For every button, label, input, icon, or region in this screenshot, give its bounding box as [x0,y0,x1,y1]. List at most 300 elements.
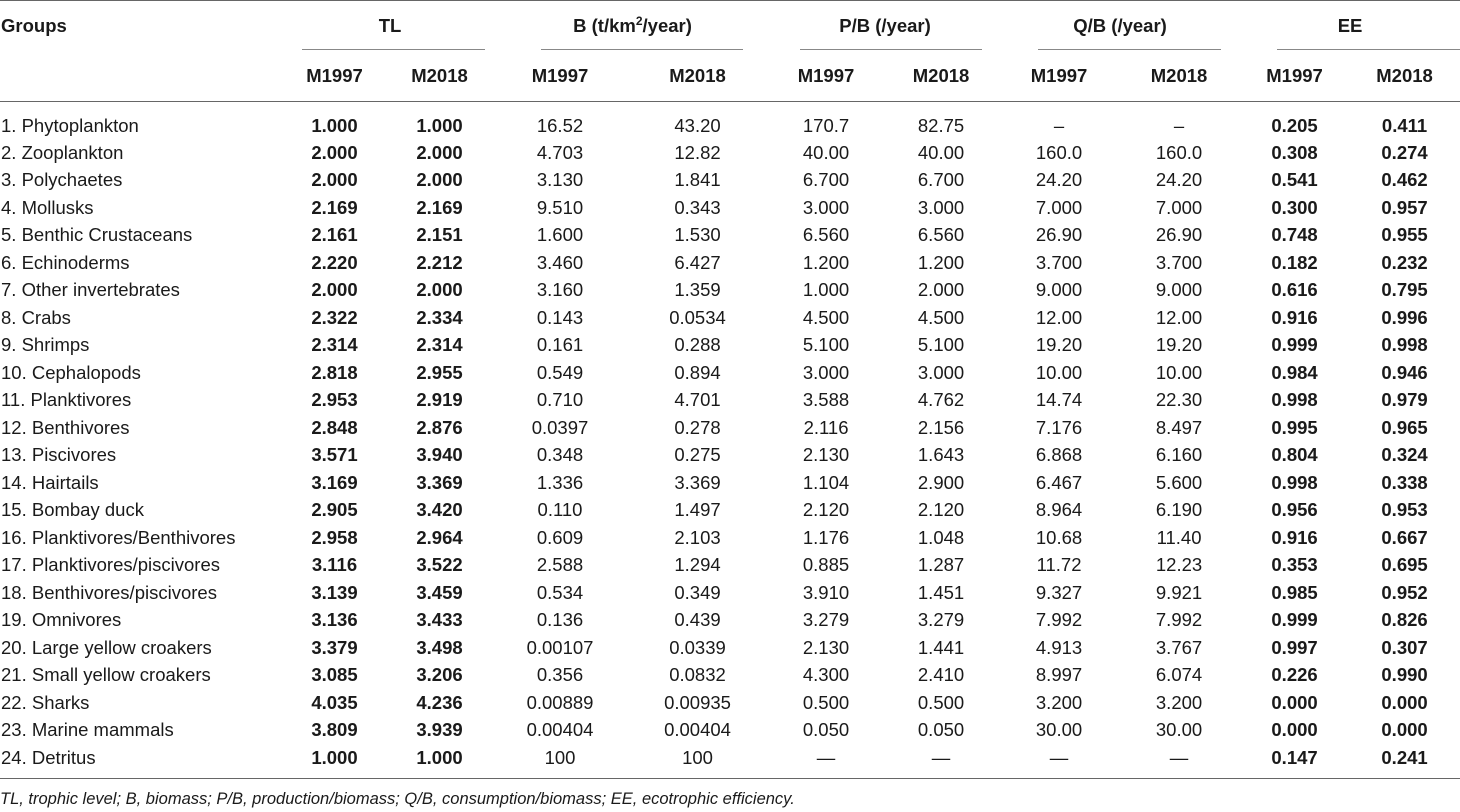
pb-m2018-cell: 3.000 [917,361,965,383]
b-m2018-cell: 6.427 [674,251,721,273]
pb-group-rule [800,49,982,50]
pb-m2018-cell: 1.441 [917,636,965,658]
pb-m2018-cell: 1.287 [917,554,965,576]
ee-m2018-cell: 0.462 [1381,169,1428,191]
pb-header: P/B (/year) [839,15,931,36]
table-row [0,579,1460,607]
group-name-cell: 10. Cephalopods [1,361,141,383]
pb-m1997-header: M1997 [770,51,882,102]
ee-m2018-cell: 0.979 [1381,389,1428,411]
ee-m2018-cell: 0.998 [1381,334,1428,356]
pb-m2018-cell: 4.762 [917,389,965,411]
pb-m2018-header: M2018 [882,51,1000,102]
qb-m2018-cell: 12.23 [1155,554,1203,576]
pb-m1997-cell: 3.279 [802,609,850,631]
qb-m1997-cell: 3.200 [1035,691,1083,713]
ee-m2018-cell: 0.953 [1381,499,1428,521]
table-row [0,139,1460,167]
pb-m2018-cell: 5.100 [917,334,965,356]
qb-m2018-cell: — [1118,744,1240,778]
b-m2018-cell: 1.359 [674,279,721,301]
qb-m2018-cell: 6.160 [1155,444,1203,466]
table-row [0,634,1460,662]
tl-m2018-cell: 2.000 [416,169,463,191]
tl-m1997-cell: 3.139 [311,581,358,603]
table-row [0,167,1460,195]
b-group-rule [541,49,743,50]
ee-m1997-cell: 0.541 [1271,169,1318,191]
pb-m2018-cell: 6.700 [917,169,965,191]
b-m1997-cell: 0.549 [536,361,584,383]
b-m1997-cell: 3.460 [536,251,584,273]
pb-m2018-cell: 6.560 [917,224,965,246]
group-name-cell: 16. Planktivores/Benthivores [1,526,236,548]
b-m1997-header: M1997 [495,51,625,102]
b-m2018-cell: 0.0832 [669,664,726,686]
b-m2018-cell: 0.349 [674,581,721,603]
ee-m2018-cell: 0.990 [1381,664,1428,686]
ee-m1997-cell: 0.748 [1271,224,1318,246]
b-m1997-cell: 0.356 [536,664,584,686]
pb-m2018-cell: 2.156 [917,416,965,438]
qb-m2018-header: M2018 [1118,51,1240,102]
tl-m1997-header: M1997 [285,51,384,102]
tl-m1997-cell: 2.000 [311,279,358,301]
ee-m1997-cell: 0.916 [1271,306,1318,328]
tl-m1997-cell: 2.000 [311,141,358,163]
qb-m2018-cell: 30.00 [1155,719,1203,741]
qb-m2018-cell: 3.767 [1155,636,1203,658]
ee-m1997-cell: 0.616 [1271,279,1318,301]
ee-m2018-cell: 0.957 [1381,196,1428,218]
pb-m2018-cell: 82.75 [917,114,965,136]
qb-m1997-cell: 6.467 [1035,471,1083,493]
qb-m2018-cell: 10.00 [1155,361,1203,383]
b-m2018-cell: 1.497 [674,499,721,521]
ee-m2018-cell: 0.274 [1381,141,1428,163]
ee-m2018-cell: 0.795 [1381,279,1428,301]
group-name-cell: 2. Zooplankton [1,141,124,163]
table-row [0,102,1460,140]
ee-m2018-cell: 0.241 [1349,744,1460,778]
groups-header: Groups [1,15,67,36]
pb-m1997-cell: 3.000 [802,361,850,383]
tl-m1997-cell: 3.116 [311,554,358,576]
pb-m1997-cell: 5.100 [802,334,850,356]
ee-m1997-cell: 0.226 [1271,664,1318,686]
table-row [0,222,1460,250]
ee-m2018-cell: 0.826 [1381,609,1428,631]
pb-m2018-cell: 40.00 [917,141,965,163]
qb-m1997-cell: 8.997 [1035,664,1083,686]
tl-m2018-cell: 2.212 [416,251,463,273]
pb-m2018-cell: 1.451 [917,581,965,603]
group-name-cell: 20. Large yellow croakers [1,636,212,658]
ee-m1997-cell: 0.300 [1271,196,1318,218]
pb-m1997-cell: 0.050 [802,719,850,741]
table-row [0,414,1460,442]
b-m1997-cell: 0.534 [536,581,584,603]
table-row [0,442,1460,470]
qb-m1997-cell: 12.00 [1035,306,1083,328]
tl-m1997-cell: 2.958 [311,526,358,548]
group-name-cell: 17. Planktivores/piscivores [1,554,221,576]
table-row [0,249,1460,277]
group-name-cell: 8. Crabs [1,306,71,328]
qb-m2018-cell: 5.600 [1155,471,1203,493]
tl-m2018-cell: 1.000 [384,744,495,778]
qb-m1997-cell: 9.000 [1035,279,1083,301]
ee-m2018-cell: 0.324 [1381,444,1428,466]
table-body [0,102,1460,779]
b-m1997-cell: 0.710 [536,389,584,411]
tl-m1997-cell: 1.000 [285,744,384,778]
tl-m2018-cell: 2.151 [416,224,463,246]
group-name-cell: 15. Bombay duck [1,499,144,521]
pb-m1997-cell: 40.00 [802,141,850,163]
ee-header: EE [1337,15,1363,36]
b-m2018-cell: 12.82 [674,141,721,163]
qb-m2018-cell: 11.40 [1156,526,1202,548]
qb-m1997-cell: 3.700 [1035,251,1083,273]
tl-m2018-cell: 3.369 [416,471,463,493]
pb-m2018-cell: 3.000 [917,196,965,218]
b-m1997-cell: 2.588 [536,554,584,576]
tl-m2018-cell: 3.420 [416,499,463,521]
b-m2018-cell: 0.894 [674,361,721,383]
ee-m2018-cell: 0.307 [1381,636,1428,658]
pb-m1997-cell: 2.116 [803,416,849,438]
tl-m1997-cell: 3.571 [311,444,358,466]
tl-m1997-cell: 2.953 [311,389,358,411]
pb-m1997-cell: 0.500 [802,691,850,713]
pb-m2018-cell: 4.500 [917,306,965,328]
qb-m1997-cell: 6.868 [1035,444,1083,466]
group-name-cell: 19. Omnivores [1,609,122,631]
group-name-cell: 23. Marine mammals [1,719,174,741]
tl-m2018-cell: 2.000 [416,279,463,301]
ee-m1997-cell: 0.308 [1271,141,1318,163]
tl-m2018-cell: 2.964 [416,526,463,548]
ee-m2018-cell: 0.946 [1381,361,1428,383]
table-row [0,359,1460,387]
pb-m2018-cell: 1.048 [917,526,965,548]
group-name-cell: 1. Phytoplankton [1,114,139,136]
pb-m1997-cell: 1.104 [802,471,850,493]
b-header: B $(t/km^2/year)$ [573,14,692,37]
b-m2018-cell: 100 [625,744,770,778]
group-name-cell: 14. Hairtails [1,471,99,493]
group-name-cell: 12. Benthivores [1,416,130,438]
header-row-models [0,51,1460,102]
ee-m1997-cell: 0.999 [1271,609,1318,631]
b-m1997-cell: 0.143 [536,306,584,328]
table-row [0,469,1460,497]
pb-m1997-cell: 170.7 [802,114,850,136]
tl-m2018-cell: 2.169 [416,196,463,218]
tl-m2018-cell: 3.522 [416,554,463,576]
ee-m1997-cell: 0.000 [1271,719,1318,741]
qb-m1997-cell: 14.74 [1035,389,1083,411]
group-name-cell: 5. Benthic Crustaceans [1,224,193,246]
qb-m1997-cell: 7.000 [1035,196,1083,218]
qb-m2018-cell: 9.000 [1155,279,1203,301]
ee-m2018-header: M2018 [1349,51,1460,102]
b-m1997-cell: 0.0397 [531,416,589,438]
ee-m1997-cell: 0.804 [1271,444,1318,466]
ee-m1997-cell: 0.997 [1271,636,1318,658]
table-row [0,277,1460,305]
pb-m2018-cell: 1.643 [917,444,965,466]
qb-m2018-cell: 6.190 [1155,499,1203,521]
table-row [0,497,1460,525]
qb-m1997-cell: 7.176 [1035,416,1083,438]
tl-m2018-header: M2018 [384,51,495,102]
pb-m1997-cell: 1.176 [802,526,850,548]
pb-m1997-cell: 3.588 [802,389,850,411]
b-m2018-cell: 2.103 [674,526,721,548]
b-m1997-cell: 0.00889 [526,691,594,713]
qb-m2018-cell: 19.20 [1155,334,1203,356]
ee-m1997-cell: 0.998 [1271,471,1318,493]
ee-m1997-cell: 0.000 [1271,691,1318,713]
qb-m2018-cell: 7.992 [1155,609,1203,631]
b-m1997-cell: 1.600 [536,224,584,246]
pb-m2018-cell: — [882,744,1000,778]
b-m2018-cell: 4.701 [674,389,721,411]
tl-m1997-cell: 2.848 [311,416,358,438]
b-m1997-cell: 0.00404 [526,719,594,741]
table-row [0,607,1460,635]
b-m2018-cell: 0.0339 [669,636,726,658]
qb-m1997-cell: — [1000,744,1118,778]
ee-m1997-cell: 0.916 [1271,526,1318,548]
pb-m2018-cell: 3.279 [917,609,965,631]
qb-m2018-cell: 24.20 [1155,169,1203,191]
qb-m1997-cell: 30.00 [1035,719,1083,741]
tl-m2018-cell: 1.000 [416,114,463,136]
tl-m1997-cell: 2.818 [311,361,358,383]
group-name-cell: 9. Shrimps [1,334,90,356]
qb-group-rule [1038,49,1221,50]
ee-m2018-cell: 0.965 [1381,416,1428,438]
tl-m2018-cell: 3.206 [416,664,463,686]
qb-m1997-cell: 160.0 [1035,141,1083,163]
tl-m2018-cell: 3.940 [416,444,463,466]
ee-m2018-cell: 0.000 [1381,719,1428,741]
tl-m2018-cell: 2.919 [416,389,463,411]
tl-m1997-cell: 1.000 [311,114,358,136]
table-row [0,689,1460,717]
ee-m1997-cell: 0.353 [1271,554,1318,576]
tl-m1997-cell: 2.000 [311,169,358,191]
tl-m1997-cell: 2.314 [311,334,358,356]
b-m1997-cell: 0.136 [536,609,584,631]
ee-m2018-cell: 0.996 [1381,306,1428,328]
b-m2018-cell: 1.530 [674,224,721,246]
qb-m2018-cell: 160.0 [1155,141,1203,163]
ee-m1997-header: M1997 [1240,51,1349,102]
b-m1997-cell: 4.703 [536,141,584,163]
b-m2018-cell: 0.0534 [669,306,726,328]
table-row [0,194,1460,222]
tl-m1997-cell: 2.220 [311,251,358,273]
pb-m1997-cell: 1.200 [802,251,850,273]
tl-m2018-cell: 4.236 [416,691,463,713]
group-name-cell: 4. Mollusks [1,196,94,218]
b-m1997-cell: 0.110 [537,499,583,521]
tl-header: TL [378,15,402,36]
qb-m2018-cell: 3.700 [1155,251,1203,273]
pb-m2018-cell: 2.000 [917,279,965,301]
pb-m1997-cell: 0.885 [802,554,850,576]
pb-m1997-cell: 3.910 [802,581,850,603]
pb-m1997-cell: 4.500 [802,306,850,328]
pb-m1997-cell: 4.300 [802,664,850,686]
pb-m2018-cell: 0.050 [917,719,965,741]
tl-m2018-cell: 2.314 [416,334,463,356]
ee-m1997-cell: 0.999 [1271,334,1318,356]
b-m1997-cell: 0.00107 [526,636,594,658]
ee-m1997-cell: 0.182 [1271,251,1318,273]
b-m2018-cell: 0.439 [674,609,721,631]
tl-m2018-cell: 2.000 [416,141,463,163]
pb-m1997-cell: 6.700 [802,169,850,191]
b-m1997-cell: 9.510 [536,196,584,218]
qb-m1997-cell: 9.327 [1035,581,1083,603]
tl-m1997-cell: 3.085 [311,664,358,686]
table-row [0,717,1460,745]
tl-m1997-cell: 3.379 [311,636,358,658]
qb-m1997-cell: 11.72 [1036,554,1082,576]
group-name-cell: 21. Small yellow croakers [1,664,211,686]
group-name-cell: 11. Planktivores [1,389,132,411]
b-m2018-header: M2018 [625,51,770,102]
ee-m1997-cell: 0.205 [1271,114,1318,136]
qb-header: Q/B (/year) [1073,15,1167,36]
pb-m2018-cell: 2.410 [917,664,965,686]
tl-m1997-cell: 4.035 [311,691,358,713]
pb-m1997-cell: 2.130 [802,444,850,466]
qb-m2018-cell: 26.90 [1155,224,1203,246]
b-m2018-cell: 1.294 [674,554,721,576]
pb-m2018-cell: 2.900 [917,471,965,493]
ee-m1997-cell: 0.998 [1271,389,1318,411]
ee-m1997-cell: 0.956 [1271,499,1318,521]
b-m1997-cell: 3.160 [536,279,584,301]
table-row [0,552,1460,580]
pb-m2018-cell: 1.200 [917,251,965,273]
b-m1997-cell: 0.348 [536,444,584,466]
header-row-groups [0,1,1460,52]
ee-m2018-cell: 0.955 [1381,224,1428,246]
pb-m1997-cell: 1.000 [802,279,850,301]
b-m1997-cell: 0.161 [536,334,584,356]
qb-m1997-cell: 10.68 [1035,526,1083,548]
tl-m1997-cell: 2.161 [311,224,358,246]
table-row [0,387,1460,415]
tl-m1997-cell: 2.322 [311,306,358,328]
b-m2018-cell: 0.288 [674,334,721,356]
ee-m1997-cell: 0.984 [1271,361,1318,383]
pb-m1997-cell: 6.560 [802,224,850,246]
ee-m2018-cell: 0.411 [1381,114,1428,136]
pb-m1997-cell: 3.000 [802,196,850,218]
tl-m2018-cell: 2.334 [416,306,463,328]
ee-m2018-cell: 0.000 [1381,691,1428,713]
tl-m2018-cell: 3.459 [416,581,463,603]
b-m2018-cell: 0.00935 [664,691,731,713]
tl-group-rule [302,49,485,50]
table-row [0,524,1460,552]
tl-m2018-cell: 3.939 [416,719,463,741]
qb-m1997-cell: 19.20 [1035,334,1083,356]
tl-m2018-cell: 2.955 [416,361,463,383]
table-row [0,662,1460,690]
pb-m1997-cell: 2.120 [802,499,850,521]
tl-m2018-cell: 3.433 [416,609,463,631]
tl-m1997-cell: 3.809 [311,719,358,741]
ee-m1997-cell: 0.985 [1271,581,1318,603]
qb-m1997-header: M1997 [1000,51,1118,102]
tl-m2018-cell: 2.876 [416,416,463,438]
ee-m2018-cell: 0.232 [1381,251,1428,273]
b-m2018-cell: 43.20 [674,114,721,136]
b-m1997-cell: 3.130 [536,169,584,191]
tl-m1997-cell: 3.136 [311,609,358,631]
tl-m1997-cell: 2.169 [311,196,358,218]
qb-m1997-cell: – [1053,114,1065,136]
ee-m2018-cell: 0.667 [1381,526,1428,548]
ee-m1997-cell: 0.995 [1271,416,1318,438]
qb-m2018-cell: 22.30 [1155,389,1203,411]
ee-m2018-cell: 0.338 [1381,471,1428,493]
qb-m2018-cell: – [1173,114,1185,136]
groups-header-blank [0,51,285,102]
b-m2018-cell: 0.00404 [664,719,731,741]
ee-m1997-cell: 0.147 [1240,744,1349,778]
qb-m1997-cell: 7.992 [1035,609,1083,631]
qb-m2018-cell: 8.497 [1155,416,1203,438]
b-m2018-cell: 0.343 [674,196,721,218]
qb-m1997-cell: 24.20 [1035,169,1083,191]
ee-m2018-cell: 0.952 [1381,581,1428,603]
qb-m1997-cell: 4.913 [1035,636,1083,658]
group-name-cell: 18. Benthivores/piscivores [1,581,217,603]
group-name-cell: 24. Detritus [0,744,285,778]
qb-m2018-cell: 9.921 [1155,581,1203,603]
pb-m2018-cell: 2.120 [917,499,965,521]
group-name-cell: 22. Sharks [1,691,90,713]
qb-m1997-cell: 10.00 [1035,361,1083,383]
b-m2018-cell: 1.841 [674,169,721,191]
qb-m2018-cell: 6.074 [1155,664,1203,686]
tl-m1997-cell: 2.905 [311,499,358,521]
qb-m2018-cell: 3.200 [1155,691,1203,713]
qb-m2018-cell: 7.000 [1155,196,1203,218]
pb-m1997-cell: 2.130 [802,636,850,658]
table-row [0,332,1460,360]
pb-m1997-cell: — [770,744,882,778]
b-m2018-cell: 0.278 [674,416,721,438]
ee-group-rule [1277,49,1460,50]
group-name-cell: 7. Other invertebrates [1,279,180,301]
b-m1997-cell: 1.336 [536,471,584,493]
group-name-cell: 6. Echinoderms [1,251,130,273]
ee-m2018-cell: 0.695 [1381,554,1428,576]
b-m2018-cell: 3.369 [674,471,721,493]
pb-m2018-cell: 0.500 [917,691,965,713]
